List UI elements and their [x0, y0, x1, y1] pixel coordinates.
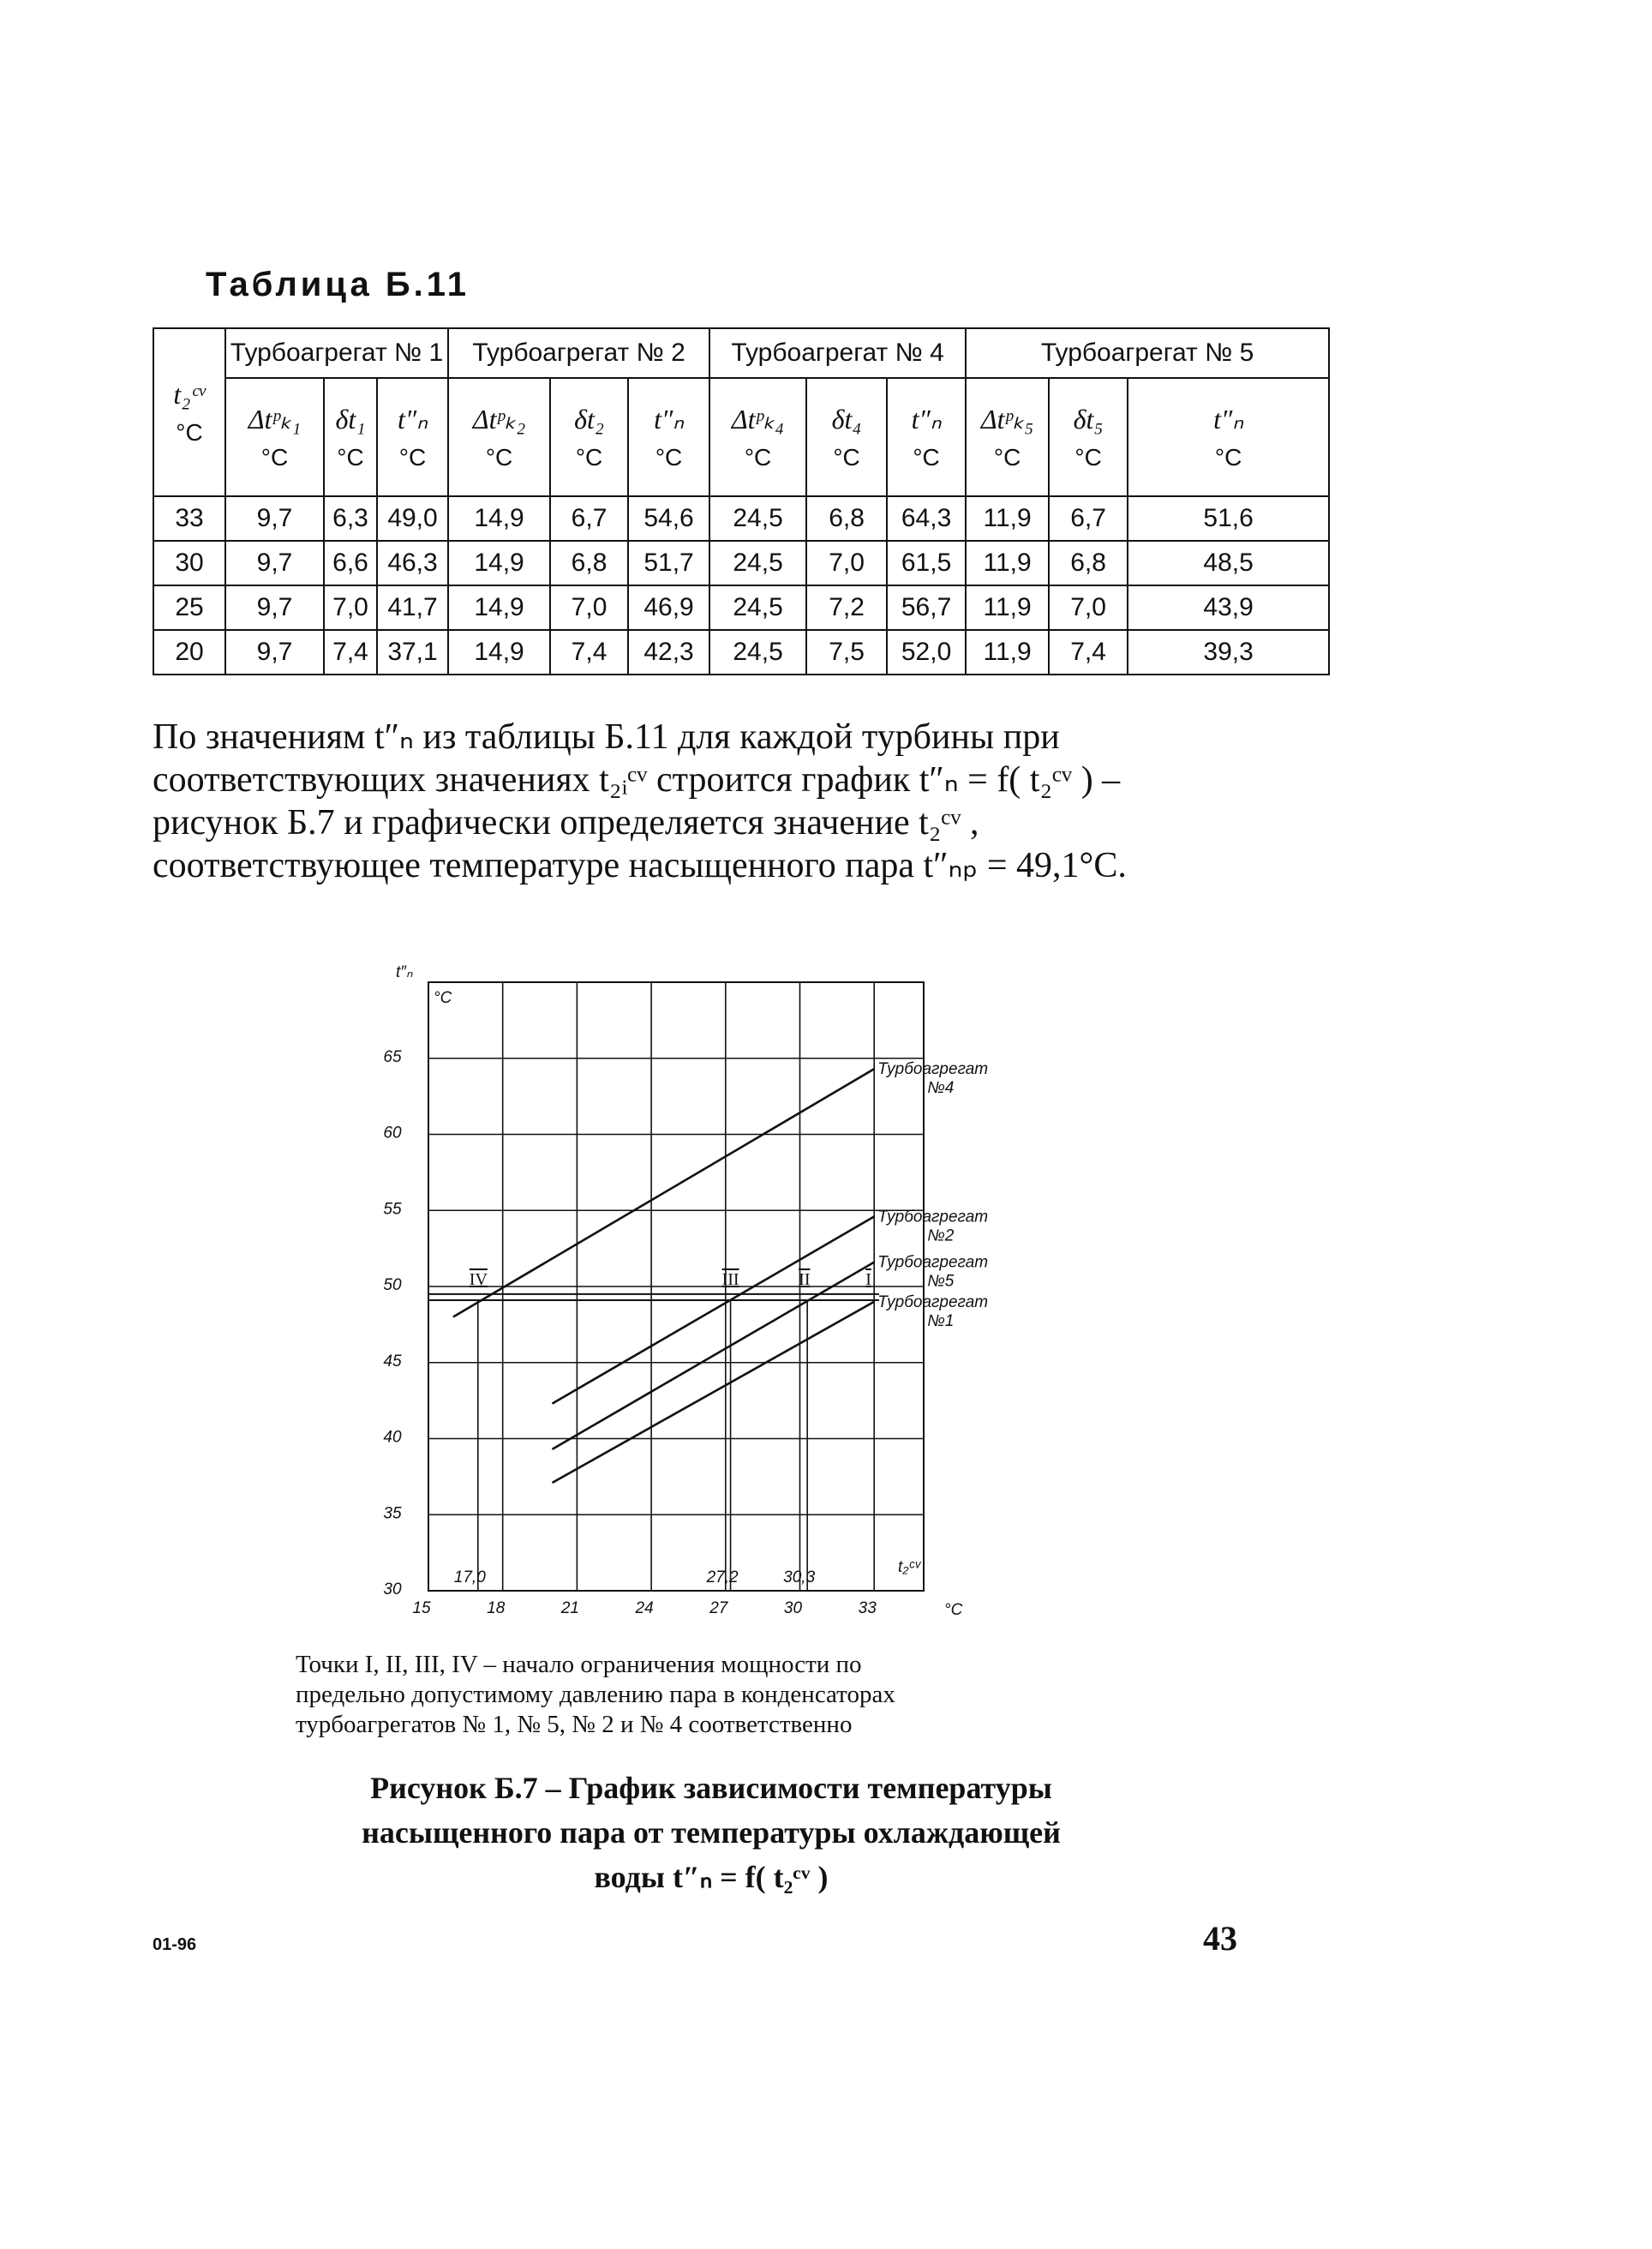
- x-tick-label: 30: [783, 1599, 803, 1617]
- table-cell: 6,8: [550, 541, 628, 585]
- table-cell: 43,9: [1128, 585, 1329, 630]
- sub-header-unit: °C: [1214, 444, 1242, 471]
- table-cell: 7,5: [806, 630, 887, 675]
- y-tick-label: 35: [383, 1504, 402, 1523]
- x-tick-label: 18: [487, 1599, 506, 1617]
- x-tick-label: 27: [709, 1599, 728, 1617]
- row-key-cell: 25: [153, 585, 225, 630]
- table-cell: 24,5: [709, 630, 806, 675]
- series-label: Турбоагрегат: [877, 1292, 989, 1311]
- table-cell: 51,6: [1128, 496, 1329, 541]
- sub-header-unit: °C: [485, 444, 513, 471]
- document-code: 01-96: [153, 1935, 197, 1954]
- table-cell: 41,7: [377, 585, 448, 630]
- sub-header: [225, 378, 324, 496]
- paragraph-line: соответствующих значениях t₂ᵢᶜᵛ строится график t″ₙ = f( t₂ᶜᵛ ) –: [153, 760, 1121, 800]
- figure-notes: [296, 1650, 1118, 1740]
- table-cell: 7,0: [550, 585, 628, 630]
- row-key-cell: 20: [153, 630, 225, 675]
- sub-header: [377, 378, 448, 496]
- sub-header: [966, 378, 1049, 496]
- y-tick-label: 55: [383, 1200, 402, 1219]
- table-cell: 46,3: [377, 541, 448, 585]
- x-tick-label: 24: [635, 1599, 654, 1617]
- x-unit-label: °C: [944, 1601, 963, 1619]
- paragraph-line: рисунок Б.7 и графически определяется значение t₂ᶜᵛ ,: [153, 803, 979, 843]
- table-cell: 14,9: [448, 630, 550, 675]
- table-cell: 14,9: [448, 585, 550, 630]
- table-cell: 14,9: [448, 541, 550, 585]
- table-cell: 11,9: [966, 585, 1049, 630]
- row-header-cell: [153, 328, 225, 496]
- table-cell: 39,3: [1128, 630, 1329, 675]
- sub-header-unit: °C: [337, 443, 364, 471]
- sub-header-unit: °C: [833, 443, 860, 471]
- table-cell: 9,7: [225, 541, 324, 585]
- figure-b7-chart: [377, 951, 1045, 1637]
- sub-header: [1128, 378, 1329, 496]
- sub-header-symbol: δt₄: [831, 403, 862, 435]
- sub-header-symbol: t″ₙ: [398, 404, 428, 435]
- series-label: Турбоагрегат: [877, 1208, 989, 1226]
- table-cell: 24,5: [709, 541, 806, 585]
- table-cell: 61,5: [887, 541, 966, 585]
- group-header: Турбоагрегат № 5: [966, 328, 1329, 378]
- table-cell: 7,4: [324, 630, 377, 675]
- x-marker-label: 17,0: [453, 1568, 486, 1586]
- table-title: Таблица Б.11: [206, 266, 470, 303]
- x-marker-label: 27,2: [706, 1568, 739, 1586]
- sub-header-symbol: Δtᵖₖ₂: [472, 404, 526, 435]
- table-cell: 6,3: [324, 496, 377, 541]
- point-label: III: [721, 1269, 739, 1289]
- table-cell: 6,7: [550, 496, 628, 541]
- sub-header: [806, 378, 887, 496]
- sub-header-symbol: Δtᵖₖ₄: [731, 404, 785, 435]
- row-header-symbol: t₂ᶜᵛ: [173, 378, 206, 410]
- table-cell: 46,9: [628, 585, 709, 630]
- notes-line: турбоагрегатов № 1, № 5, № 2 и № 4 соответственно: [296, 1711, 853, 1738]
- row-key-cell: 33: [153, 496, 225, 541]
- group-header: Турбоагрегат № 2: [448, 328, 709, 378]
- y-tick-label: 30: [383, 1580, 402, 1598]
- table-cell: 7,0: [324, 585, 377, 630]
- table-cell: 64,3: [887, 496, 966, 541]
- y-tick-label: 40: [383, 1428, 402, 1447]
- table-cell: 24,5: [709, 496, 806, 541]
- table-cell: 7,4: [1049, 630, 1128, 675]
- sub-header: [1049, 378, 1128, 496]
- x-tick-label: 33: [858, 1599, 877, 1617]
- notes-line: предельно допустимому давлению пара в конденсаторах: [296, 1681, 895, 1708]
- sub-header-unit: °C: [913, 444, 940, 471]
- group-header: Турбоагрегат № 1: [225, 328, 448, 378]
- series-label: Турбоагрегат: [877, 1253, 989, 1272]
- row-key-cell: 30: [153, 541, 225, 585]
- data-table: [153, 327, 1330, 675]
- sub-header-symbol: δt₁: [335, 403, 366, 435]
- group-header: Турбоагрегат № 4: [709, 328, 966, 378]
- table-cell: 14,9: [448, 496, 550, 541]
- sub-header-unit: °C: [575, 443, 603, 471]
- sub-header: [628, 378, 709, 496]
- paragraph-line: соответствующее температуре насыщенного пара t″ₙₚ = 49,1°C.: [153, 846, 1127, 885]
- table-cell: 6,8: [806, 496, 887, 541]
- caption-line: насыщенного пара от температуры охлаждающей: [362, 1815, 1061, 1850]
- series-label-number: №5: [927, 1272, 955, 1291]
- series-line: [453, 1069, 874, 1316]
- x-tick-label: 15: [412, 1599, 431, 1617]
- sub-header: [448, 378, 550, 496]
- point-label: II: [799, 1269, 811, 1289]
- y-tick-label: 65: [383, 1047, 402, 1066]
- table-cell: 51,7: [628, 541, 709, 585]
- sub-header: [709, 378, 806, 496]
- series-label-number: №1: [927, 1311, 955, 1330]
- table-cell: 9,7: [225, 585, 324, 630]
- caption-line: Рисунок Б.7 – График зависимости температуры: [370, 1771, 1052, 1805]
- table-cell: 6,6: [324, 541, 377, 585]
- table-row: [153, 541, 1329, 585]
- y-axis-label: t″ₙ: [396, 963, 413, 981]
- table-cell: 49,0: [377, 496, 448, 541]
- table-cell: 7,4: [550, 630, 628, 675]
- caption-line: воды t″ₙ = f( t₂ᶜᵛ ): [594, 1860, 829, 1894]
- sub-header-symbol: Δtᵖₖ₁: [248, 404, 302, 435]
- sub-header: [550, 378, 628, 496]
- table-cell: 11,9: [966, 630, 1049, 675]
- table-cell: 52,0: [887, 630, 966, 675]
- series-label: Турбоагрегат: [877, 1060, 989, 1079]
- table-cell: 9,7: [225, 496, 324, 541]
- y-tick-label: 60: [383, 1124, 402, 1142]
- page-number: 43: [1203, 1919, 1237, 1958]
- table-cell: 42,3: [628, 630, 709, 675]
- y-unit-label: °C: [434, 989, 452, 1007]
- table-cell: 37,1: [377, 630, 448, 675]
- table-cell: 7,2: [806, 585, 887, 630]
- sub-header-unit: °C: [993, 444, 1021, 471]
- x-marker-label: 30,3: [783, 1568, 816, 1586]
- table-cell: 6,7: [1049, 496, 1128, 541]
- sub-header-symbol: Δtᵖₖ₅: [980, 404, 1034, 435]
- y-tick-label: 45: [383, 1352, 402, 1370]
- sub-header-unit: °C: [398, 444, 427, 471]
- paragraph-line: По значениям t″ₙ из таблицы Б.11 для каждой турбины при: [153, 717, 1060, 757]
- series-label-number: №2: [927, 1226, 955, 1245]
- series-line: [553, 1302, 875, 1483]
- table-cell: 7,0: [1049, 585, 1128, 630]
- sub-header-symbol: t″ₙ: [654, 404, 685, 435]
- sub-header-symbol: δt₅: [1073, 403, 1104, 435]
- sub-header-symbol: t″ₙ: [911, 404, 942, 435]
- row-header-unit: °C: [176, 418, 203, 446]
- series-line: [553, 1216, 875, 1403]
- x-tick-label: 21: [560, 1599, 579, 1617]
- table-cell: 56,7: [887, 585, 966, 630]
- sub-header-symbol: t″ₙ: [1213, 404, 1244, 435]
- table-cell: 24,5: [709, 585, 806, 630]
- x-axis-label: t₂ᶜᵛ: [898, 1558, 921, 1576]
- sub-header: [887, 378, 966, 496]
- table-cell: 7,0: [806, 541, 887, 585]
- table-row: [153, 585, 1329, 630]
- sub-header-unit: °C: [260, 444, 289, 471]
- notes-line: Точки I, II, III, IV – начало ограничения мощности по: [296, 1651, 862, 1678]
- series-label-number: №4: [927, 1079, 955, 1098]
- body-paragraph: [153, 716, 1242, 887]
- table-cell: 11,9: [966, 496, 1049, 541]
- sub-header: [324, 378, 377, 496]
- table-cell: 48,5: [1128, 541, 1329, 585]
- table-cell: 6,8: [1049, 541, 1128, 585]
- sub-header-symbol: δt₂: [574, 403, 604, 435]
- point-label: I: [865, 1269, 871, 1289]
- y-tick-label: 50: [383, 1276, 402, 1294]
- table-cell: 9,7: [225, 630, 324, 675]
- table-row: [153, 630, 1329, 675]
- sub-header-unit: °C: [655, 444, 683, 471]
- series-line: [553, 1262, 875, 1449]
- sub-header-unit: °C: [1074, 443, 1102, 471]
- sub-header-unit: °C: [744, 444, 772, 471]
- figure-caption: [291, 1766, 1131, 1899]
- table-cell: 11,9: [966, 541, 1049, 585]
- table-row: [153, 496, 1329, 541]
- point-label: IV: [469, 1269, 488, 1289]
- table-cell: 54,6: [628, 496, 709, 541]
